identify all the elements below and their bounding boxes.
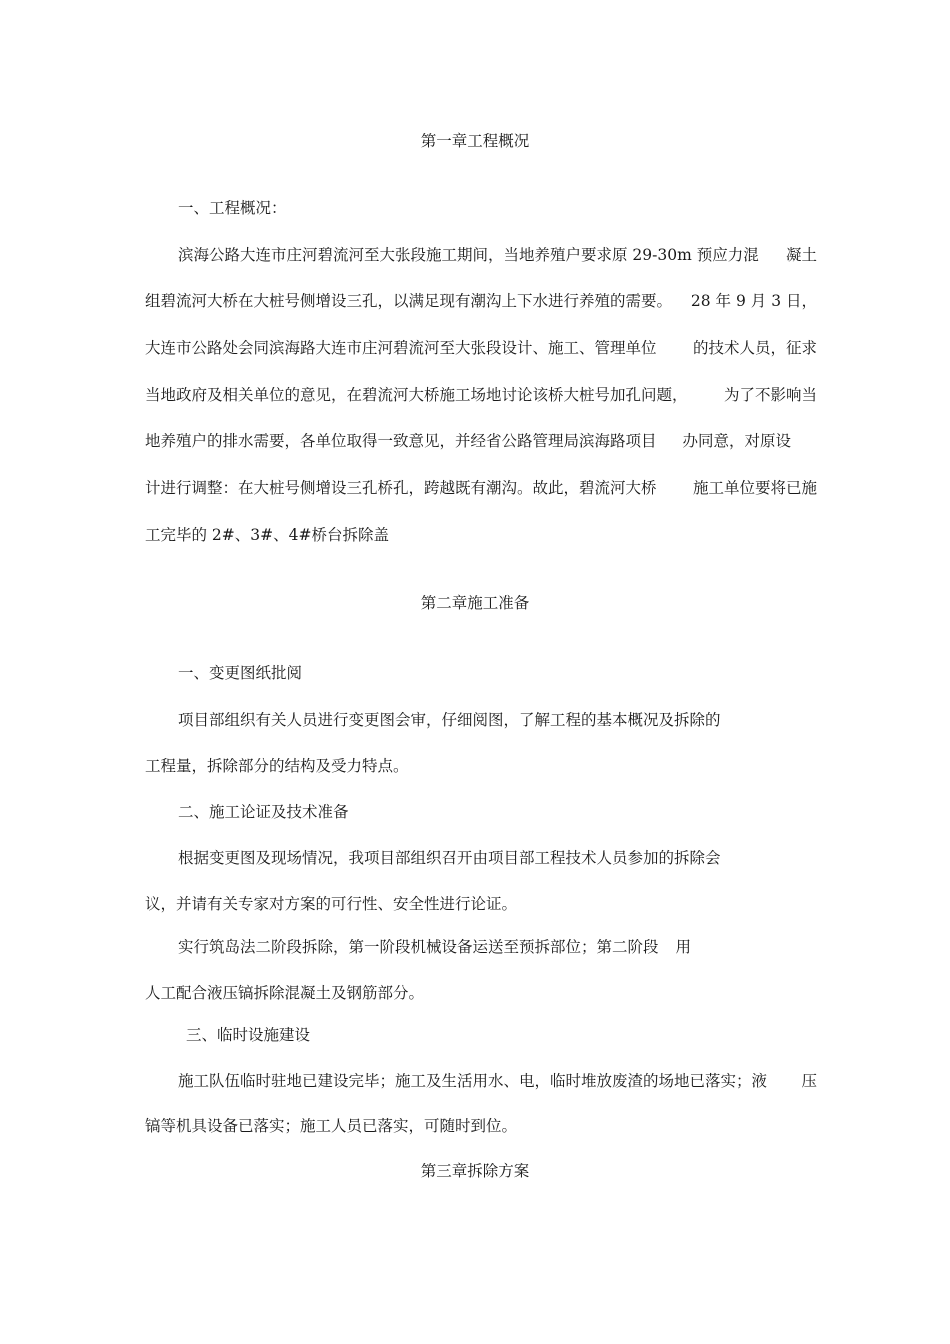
chapter1-para1-last-line: 工完毕的 2#、3#、4#桥台拆除盖 bbox=[145, 526, 389, 544]
chapter2-section2-para2-line2: 人工配合液压镐拆除混凝土及钢筋部分。 bbox=[145, 984, 425, 1002]
chapter2-section2-para-line2: 议，并请有关专家对方案的可行性、安全性进行论证。 bbox=[145, 895, 518, 913]
chapter1-para1-line1: 滨海公路大连市庄河碧流河至大张段施工期间，当地养殖户要求原 29-30m 预应力混 凝土 bbox=[178, 246, 817, 264]
chapter2-section1-para-line2: 工程量，拆除部分的结构及受力特点。 bbox=[145, 757, 409, 775]
chapter2-section3-heading: 三、临时设施建设 bbox=[186, 1026, 311, 1044]
chapter2-section3-para-line2: 镐等机具设备已落实；施工人员已落实，可随时到位。 bbox=[145, 1117, 518, 1135]
chapter2-section2-heading: 二、施工论证及技术准备 bbox=[178, 803, 349, 821]
chapter2-section1-heading: 一、变更图纸批阅 bbox=[178, 664, 303, 682]
chapter1-para1-line5: 地养殖户的排水需要，各单位取得一致意见，并经省公路管理局滨海路项目 办同意，对原设 bbox=[145, 432, 791, 450]
chapter1-para1-line3: 大连市公路处会同滨海路大连市庄河碧流河至大张段设计、施工、管理单位 的技术人员，征求 bbox=[145, 339, 817, 357]
chapter1-para1-line6: 计进行调整：在大桩号侧增设三孔桥孔，跨越既有潮沟。故此，碧流河大桥 施工单位要将已施 bbox=[145, 479, 817, 497]
chapter2-title: 第二章施工准备 bbox=[420, 594, 530, 612]
chapter3-title: 第三章拆除方案 bbox=[420, 1162, 530, 1180]
chapter2-section2-para-line1: 根据变更图及现场情况，我项目部组织召开由项目部工程技术人员参加的拆除会 bbox=[178, 849, 721, 867]
chapter2-section1-para-line1: 项目部组织有关人员进行变更图会审，仔细阅图，了解工程的基本概况及拆除的 bbox=[178, 711, 721, 729]
chapter2-section2-para2-line1: 实行筑岛法二阶段拆除，第一阶段机械设备运送至预拆部位；第二阶段 用 bbox=[178, 938, 691, 956]
chapter1-section1-heading: 一、工程概况： bbox=[178, 199, 287, 217]
chapter1-para1-line4: 当地政府及相关单位的意见，在碧流河大桥施工场地讨论该桥大桩号加孔问题， 为了不影响当 bbox=[145, 386, 817, 404]
chapter1-para1-line2: 组碧流河大桥在大桩号侧增设三孔，以满足现有潮沟上下水进行养殖的需要。 28 年 9 月 3 日， bbox=[145, 292, 817, 310]
chapter1-title: 第一章工程概况 bbox=[420, 132, 530, 150]
chapter2-section3-para-line1: 施工队伍临时驻地已建设完毕；施工及生活用水、电，临时堆放废渣的场地已落实；液 压 bbox=[178, 1072, 817, 1090]
